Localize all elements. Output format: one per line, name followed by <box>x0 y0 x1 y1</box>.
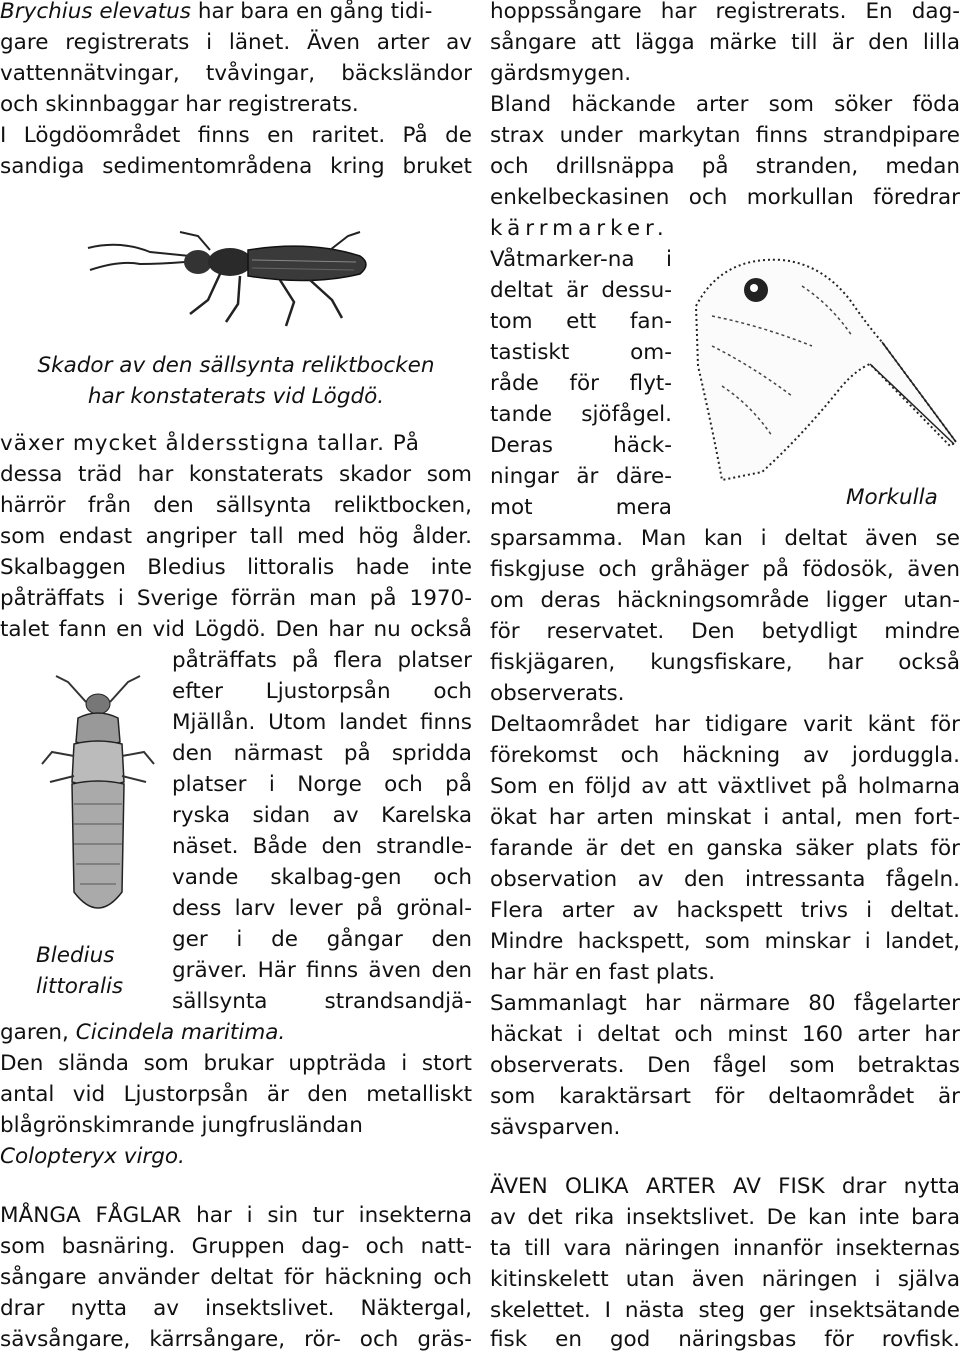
text-span: växer mycket åldersstigna tallar. På <box>0 431 420 456</box>
text-line: kärrmarker. <box>490 216 669 241</box>
text-line: vande skalbag-gen och <box>172 865 472 890</box>
text-line: antal vid Ljustorpsån är den metalliskt <box>0 1082 472 1107</box>
text-line: gärdsmygen. <box>490 61 632 86</box>
text-line: förekomst och häckning av jorduggla. <box>490 743 960 768</box>
text-line: dessa träd har konstaterats skador som <box>0 462 472 487</box>
text-span: garen, <box>0 1020 76 1045</box>
text-line: ÄVEN OLIKA ARTER AV FISK drar nytta <box>490 1174 960 1199</box>
text-line: deltat är dessu- <box>490 278 672 303</box>
text-line: talet fann en vid Lögdö. Den har nu också <box>0 617 472 642</box>
longhorn-caption-line-1: Skador av den sällsynta reliktbocken <box>37 353 435 378</box>
text-line: Flera arter av hackspett trivs i deltat. <box>490 898 960 923</box>
text-line: Våtmarker-na i <box>490 247 672 272</box>
text-line <box>0 428 472 459</box>
text-line: ta till vara näringen innanför insekternas <box>490 1236 960 1261</box>
text-line: av det rika insektslivet. De kan inte bara <box>490 1205 960 1230</box>
text-line: sävsparven. <box>490 1115 621 1140</box>
text-line: fiskjägaren, kungsfiskare, har också <box>490 650 960 675</box>
species-name: Colopteryx virgo. <box>0 1144 185 1169</box>
text-line: gare registrerats i länet. Även arter av <box>0 30 472 55</box>
bledius-caption-line-1: Bledius <box>36 943 115 968</box>
text-line: blågrönskimrande jungfrusländan <box>0 1113 363 1138</box>
text-line: I Lögdöområdet finns en raritet. På de <box>0 123 472 148</box>
text-line: ningar är däre- <box>490 464 672 489</box>
text-line: påträffats på flera platser <box>172 648 472 673</box>
species-name: Brychius elevatus <box>0 0 191 24</box>
text-line: näset. Både den strandle- <box>172 834 472 859</box>
text-line: gräver. Här finns även den <box>172 958 472 983</box>
text-line: vattennätvingar, tvåvingar, bäcksländor <box>0 61 472 86</box>
woodcock-caption: Morkulla <box>846 485 938 510</box>
text-line <box>0 1017 472 1048</box>
text-line: den närmast på spridda <box>172 741 472 766</box>
text-line: råde för flyt- <box>490 371 672 396</box>
text-line: sävsångare, kärrsångare, rör- och gräs- <box>0 1327 472 1352</box>
text-line: och drillsnäppa på stranden, medan <box>490 154 960 179</box>
text-line: tastiskt om- <box>490 340 672 365</box>
text-line: häckat i deltat och minst 160 arter har <box>490 1022 960 1047</box>
text-line: ger i de gångar den <box>172 927 472 952</box>
text-line: MÅNGA FÅGLAR har i sin tur insekterna <box>0 1203 472 1228</box>
text-line: observerats. Den fågel som betraktas <box>490 1053 960 1078</box>
text-line: för reservatet. Den betydligt mindre <box>490 619 960 644</box>
text-line: efter Ljustorpsån och <box>172 679 472 704</box>
text-line: Som en följd av att växtlivet på holmarna <box>490 774 960 799</box>
woodcock-illustration <box>682 246 960 482</box>
text-line: tande sjöfågel. <box>490 402 672 427</box>
text-line: Mindre hackspett, som minskar i landet, <box>490 929 960 954</box>
species-name: Cicindela maritima. <box>75 1020 286 1045</box>
text-line: som endast angriper tall med hög ålder. <box>0 524 472 549</box>
text-line: Skalbaggen Bledius littoralis hade inte <box>0 555 472 580</box>
longhorn-caption-line-2: har konstaterats vid Lögdö. <box>87 384 385 409</box>
longhorn-beetle-illustration <box>80 230 380 340</box>
text-line: och skinnbaggar har registrerats. <box>0 92 359 117</box>
text-line: skelettet. I nästa steg ger insektsätande <box>490 1298 960 1323</box>
text-line: observerats. <box>490 681 625 706</box>
text-line: dess larv lever på grönal- <box>172 896 472 921</box>
text-line: har här en fast plats. <box>490 960 716 985</box>
text-line: drar nytta av insektslivet. Näktergal, <box>0 1296 472 1321</box>
text-line: fisk en god näringsbas för rovfisk. <box>490 1327 960 1352</box>
bledius-beetle-illustration <box>38 672 158 934</box>
text-span: har bara en gång tidi- <box>190 0 433 24</box>
text-line: sångare använder deltat för häckning och <box>0 1265 472 1290</box>
bledius-caption-line-2: littoralis <box>36 974 124 999</box>
text-line: ökat har arten minskat i antal, men fort- <box>490 805 960 830</box>
text-line: om deras häckningsområde ligger utan- <box>490 588 960 613</box>
text-line: hoppssångare har registrerats. En dag- <box>490 0 960 24</box>
text-line: Mjällån. Utom landet finns <box>172 710 472 735</box>
text-line: sparsamma. Man kan i deltat även se <box>490 526 960 551</box>
text-line: som karaktärsart för deltaområdet är <box>490 1084 960 1109</box>
text-line: kitinskelett utan även näringen i själva <box>490 1267 960 1292</box>
text-line: härrör från den sällsynta reliktbocken, <box>0 493 472 518</box>
text-line: Deras häck- <box>490 433 672 458</box>
text-line: sångare att lägga märke till är den lilla <box>490 30 960 55</box>
text-line: Sammanlagt har närmare 80 fågelarter <box>490 991 960 1016</box>
text-line: Bland häckande arter som söker föda <box>490 92 960 117</box>
text-line: sandiga sedimentområdena kring bruket <box>0 154 472 179</box>
text-line: sällsynta strandsandjä- <box>172 989 472 1014</box>
text-line: tom ett fan- <box>490 309 672 334</box>
text-line <box>0 0 472 27</box>
text-line: ryska sidan av Karelska <box>172 803 472 828</box>
text-line: observation av den intressanta fågeln. <box>490 867 960 892</box>
text-line: strax under markytan finns strandpipare <box>490 123 960 148</box>
text-line: platser i Norge och på <box>172 772 472 797</box>
text-line: fiskgjuse och gråhäger på födosök, även <box>490 557 960 582</box>
text-line: som basnäring. Gruppen dag- och natt- <box>0 1234 472 1259</box>
text-line: enkelbeckasinen och morkullan föredrar <box>490 185 960 210</box>
text-line: mot mera <box>490 495 672 520</box>
text-line: Deltaområdet har tidigare varit känt för <box>490 712 960 737</box>
text-line: farande är det en ganska säker plats för <box>490 836 960 861</box>
text-line: Den slända som brukar uppträda i stort <box>0 1051 472 1076</box>
text-line: påträffats i Sverige förrän man på 1970- <box>0 586 472 611</box>
